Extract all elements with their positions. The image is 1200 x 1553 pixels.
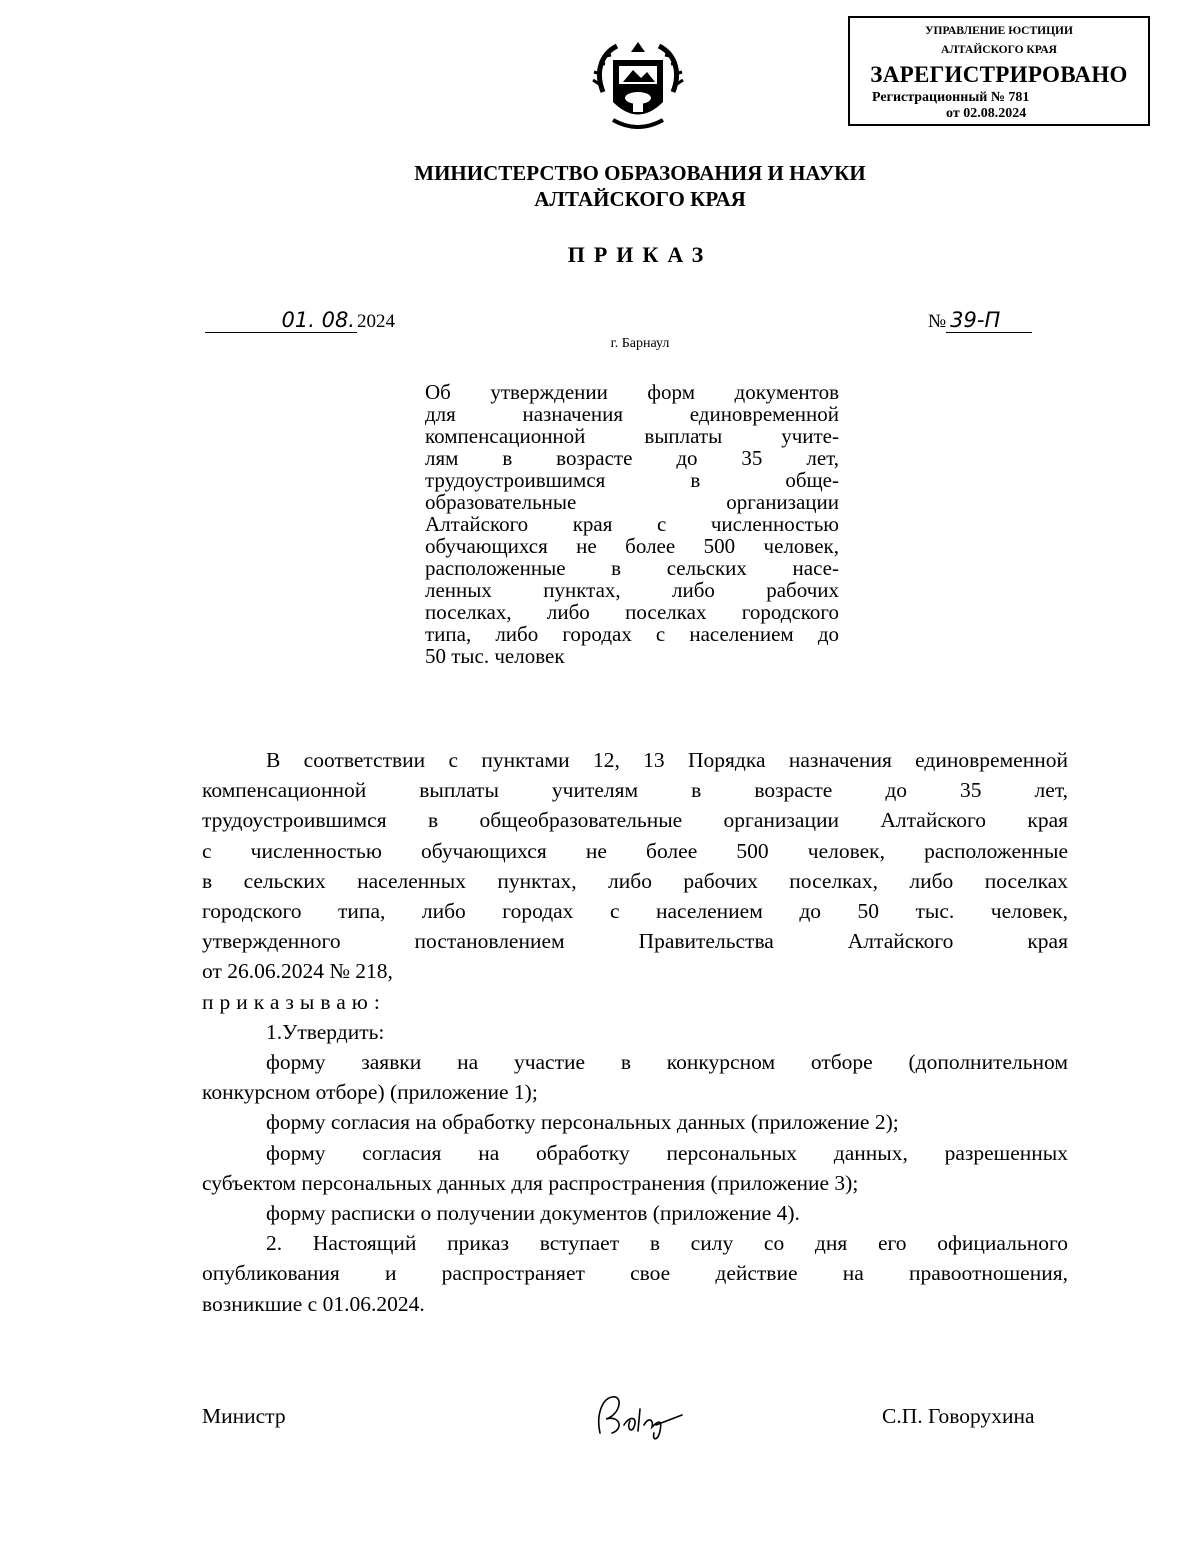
stamp-status: ЗАРЕГИСТРИРОВАНО	[870, 62, 1128, 87]
body-line: форму согласия на обработку персональных данных (приложение 2);	[266, 1110, 899, 1135]
body-line-command: приказываю:	[202, 989, 386, 1014]
body-line: возникшие с 01.06.2024.	[202, 1291, 425, 1316]
body-line: 2. Настоящий приказ вступает в силу со дня его официального	[266, 1231, 1068, 1256]
stamp-reg-date: от 02.08.2024	[946, 106, 1027, 121]
subject-line: ленных пунктах, либо рабочих	[425, 578, 839, 602]
body-line: В соответствии с пунктами 12, 13 Порядка назначения единовременной	[266, 748, 1068, 772]
body-line: компенсационной выплаты учителям в возрасте до 35 лет,	[202, 778, 1068, 803]
order-number	[928, 308, 1032, 333]
subject-line: для назначения единовременной	[425, 402, 839, 426]
body-line: форму согласия на обработку персональных данных, разрешенных	[266, 1140, 1068, 1165]
body-line: субъектом персональных данных для распространения (приложение 3);	[202, 1170, 859, 1195]
body-line: опубликования и распространяет свое действие на правоотношения,	[202, 1261, 1068, 1286]
ministry-title-line2: АЛТАЙСКОГО КРАЯ	[534, 187, 746, 211]
order-date-handwritten: 01. 08.	[205, 308, 357, 333]
body-line: форму расписки о получении документов (приложение 4).	[266, 1201, 800, 1226]
body-line: 1.Утвердить:	[266, 1019, 385, 1044]
body-line: от 26.06.2024 № 218,	[202, 959, 393, 984]
signatory-name: С.П. Говорухина	[882, 1404, 1035, 1428]
subject-line: 50 тыс. человек	[425, 644, 565, 668]
order-date	[205, 308, 425, 333]
document-type: ПРИКАЗ	[567, 242, 713, 267]
body-line: с численностью обучающихся не более 500 человек, расположенные	[202, 838, 1068, 863]
subject-line: Алтайского края с численностью	[425, 512, 839, 536]
ministry-title-line1: МИНИСТЕРСТВО ОБРАЗОВАНИЯ И НАУКИ	[414, 161, 866, 185]
signatory-position: Министр	[202, 1404, 286, 1428]
body-line: трудоустроившимся в общеобразовательные организации Алтайского края	[202, 808, 1068, 833]
order-number-prefix: №	[928, 311, 947, 332]
subject-line: компенсационной выплаты учите-	[425, 424, 839, 448]
subject-line: поселках, либо поселках городского	[425, 600, 839, 624]
order-year: 2024	[357, 311, 395, 332]
order-subject	[425, 381, 839, 667]
subject-line: лям в возрасте до 35 лет,	[425, 446, 839, 470]
handwritten-signature	[590, 1385, 690, 1445]
stamp-org-line2: АЛТАЙСКОГО КРАЯ	[941, 44, 1057, 56]
subject-line: расположенные в сельских насе-	[425, 556, 839, 580]
body-line: в сельских населенных пунктах, либо рабочих поселках, либо поселках	[202, 868, 1068, 893]
order-number-handwritten: 39-П	[946, 308, 1032, 333]
subject-line: обучающихся не более 500 человек,	[425, 534, 839, 558]
stamp-org-line1: УПРАВЛЕНИЕ ЮСТИЦИИ	[925, 25, 1073, 37]
order-body	[202, 745, 1068, 1319]
body-line: конкурсном отборе) (приложение 1);	[202, 1080, 538, 1105]
registration-stamp	[848, 16, 1150, 126]
subject-line: трудоустроившимся в обще-	[425, 468, 839, 492]
body-line: утвержденного постановлением Правительства Алтайского края	[202, 929, 1068, 954]
stamp-reg-number: Регистрационный № 781	[872, 90, 1030, 105]
subject-line: Об утверждении форм документов	[425, 380, 839, 404]
order-city: г. Барнаул	[610, 336, 670, 351]
coat-of-arms-emblem	[583, 32, 693, 142]
subject-line: образовательные организации	[425, 490, 839, 514]
body-line: городского типа, либо городах с населением до 50 тыс. человек,	[202, 899, 1068, 924]
body-line: форму заявки на участие в конкурсном отборе (дополнительном	[266, 1050, 1068, 1075]
subject-line: типа, либо городах с населением до	[425, 622, 839, 646]
